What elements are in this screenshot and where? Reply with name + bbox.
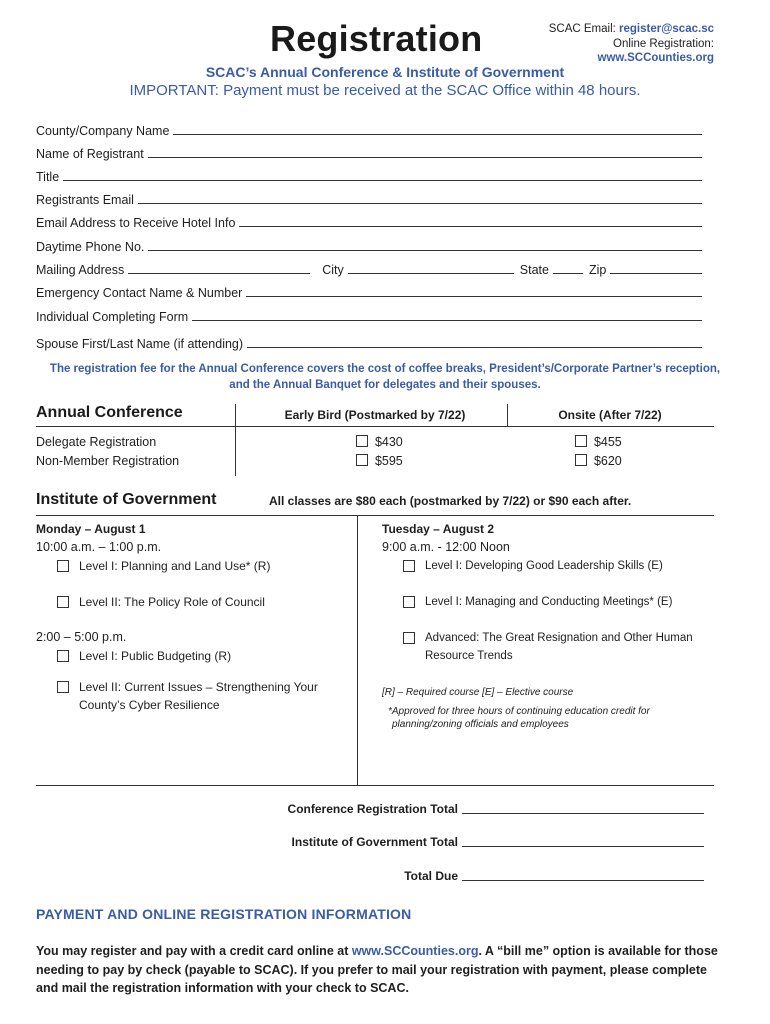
tuesday-time-1: 9:00 a.m. - 12:00 Noon: [382, 540, 510, 554]
course-leadership-skills[interactable]: [403, 557, 663, 575]
checkbox[interactable]: [575, 454, 587, 466]
zip-label: Zip: [588, 263, 607, 277]
course-label: Level II: Current Issues – Strengthening Your: [79, 680, 318, 694]
conference-total-label: Conference Registration Total: [287, 802, 458, 816]
emergency-field[interactable]: [36, 284, 702, 300]
completing-field[interactable]: [36, 308, 702, 324]
email-label: SCAC Email:: [548, 23, 620, 35]
monday-time-2: 2:00 – 5:00 p.m.: [36, 630, 127, 644]
course-planning-land-use[interactable]: [57, 557, 270, 575]
contact-info: [549, 22, 714, 66]
city-label: City: [322, 263, 344, 277]
checkbox[interactable]: [575, 435, 587, 447]
nonmember-early-option[interactable]: [356, 454, 403, 468]
delegate-label: Delegate Registration: [36, 435, 157, 449]
page-title: Registration: [270, 18, 483, 59]
institute-total-field[interactable]: [204, 835, 704, 849]
checkbox[interactable]: [57, 681, 69, 693]
course-legend: [R] – Required course [E] – Elective course: [382, 687, 574, 698]
annual-conference-heading: Annual Conference: [36, 404, 183, 421]
institute-rule-top: [36, 515, 714, 516]
course-public-budgeting[interactable]: [57, 647, 231, 665]
phone-label: Daytime Phone No.: [36, 240, 145, 254]
course-managing-meetings[interactable]: [403, 593, 672, 611]
state-label: State: [519, 263, 549, 277]
nonmember-early-price: $595: [374, 454, 403, 468]
tuesday-heading: Tuesday – August 2: [382, 522, 495, 536]
hotel-email-field[interactable]: [36, 214, 702, 230]
institute-heading: Institute of Government: [36, 491, 217, 508]
email-field[interactable]: [36, 191, 702, 207]
delegate-onsite-option[interactable]: [575, 435, 622, 449]
email-link[interactable]: register@scac.sc: [619, 23, 714, 35]
mailing-input[interactable]: [128, 273, 310, 274]
completing-label: Individual Completing Form: [36, 310, 189, 324]
approved-note-2: planning/zoning officials and employees: [392, 719, 569, 730]
onsite-heading: Onsite (After 7/22): [558, 408, 662, 422]
checkbox[interactable]: [57, 560, 69, 572]
name-field[interactable]: [36, 145, 702, 161]
hotel-email-label: Email Address to Receive Hotel Info: [36, 216, 236, 230]
approved-note-1: *Approved for three hours of continuing education credit for: [388, 706, 650, 717]
online-label: Online Registration:: [613, 37, 714, 50]
fee-note: The registration fee for the Annual Conference covers the cost of coffee breaks, President’s/Corporate Partner’s reception, and the Annual Banquet for delegates and their spouses.: [49, 363, 721, 391]
institute-divider: [357, 515, 358, 785]
phone-field[interactable]: [36, 238, 702, 254]
name-label: Name of Registrant: [36, 147, 144, 161]
checkbox[interactable]: [403, 596, 415, 608]
county-field[interactable]: [36, 122, 702, 138]
important-notice: IMPORTANT: Payment must be received at the SCAC Office within 48 hours.: [129, 82, 641, 99]
zip-input[interactable]: [610, 273, 702, 274]
state-input[interactable]: [553, 273, 583, 274]
payment-heading: PAYMENT AND ONLINE REGISTRATION INFORMATION: [36, 906, 412, 922]
checkbox[interactable]: [356, 454, 368, 466]
checkbox[interactable]: [356, 435, 368, 447]
emergency-label: Emergency Contact Name & Number: [36, 286, 243, 300]
delegate-onsite-price: $455: [593, 435, 622, 449]
subtitle: SCAC’s Annual Conference & Institute of Government: [205, 64, 565, 80]
early-bird-heading: Early Bird (Postmarked by 7/22): [284, 408, 466, 422]
nonmember-label: Non-Member Registration: [36, 454, 180, 468]
course-label: Level I: Managing and Conducting Meetings* (E): [425, 596, 673, 608]
nonmember-onsite-price: $620: [593, 454, 622, 468]
annual-divider-1: [235, 404, 236, 476]
checkbox[interactable]: [57, 650, 69, 662]
title-field[interactable]: [36, 168, 702, 184]
course-label: Advanced: The Great Resignation and Other Human: [425, 632, 693, 644]
spouse-field[interactable]: [36, 335, 702, 351]
course-current-issues[interactable]: [57, 678, 318, 714]
monday-heading: Monday – August 1: [36, 522, 146, 536]
address-row: [36, 261, 702, 277]
nonmember-onsite-option[interactable]: [575, 454, 622, 468]
payment-text-1: You may register and pay with a credit card online at: [36, 944, 352, 958]
title-label: Title: [36, 170, 60, 184]
checkbox[interactable]: [403, 560, 415, 572]
total-due-label: Total Due: [404, 869, 458, 883]
spouse-label: Spouse First/Last Name (if attending): [36, 337, 244, 351]
website-link[interactable]: www.SCCounties.org: [597, 52, 714, 64]
delegate-early-price: $430: [374, 435, 403, 449]
course-policy-role[interactable]: [57, 593, 265, 611]
checkbox[interactable]: [57, 596, 69, 608]
institute-rule-bottom: [36, 785, 714, 786]
payment-website-link[interactable]: www.SCCounties.org: [351, 944, 479, 958]
mailing-label: Mailing Address: [36, 263, 125, 277]
annual-divider-2: [507, 404, 508, 426]
monday-time-1: 10:00 a.m. – 1:00 p.m.: [36, 540, 162, 554]
course-label-2: Resource Trends: [425, 650, 513, 662]
annual-rule: [36, 426, 714, 427]
conference-total-field[interactable]: [204, 802, 704, 816]
course-label-2: County’s Cyber Resilience: [79, 698, 220, 712]
course-label: Level I: Planning and Land Use* (R): [79, 559, 271, 573]
institute-total-label: Institute of Government Total: [291, 835, 458, 849]
city-input[interactable]: [348, 273, 514, 274]
course-label: Level I: Developing Good Leadership Skills (E): [425, 560, 663, 572]
delegate-early-option[interactable]: [356, 435, 403, 449]
institute-pricing: All classes are $80 each (postmarked by 7/22) or $90 each after.: [269, 494, 632, 508]
course-label: Level I: Public Budgeting (R): [79, 649, 232, 663]
county-label: County/Company Name: [36, 124, 170, 138]
checkbox[interactable]: [403, 632, 415, 644]
payment-text-2: . A “bill me” option is available for those needing to pay by check (payable to SCAC). If you prefer to mail your registration with payment, please complete and mail the registration information with your check to SCAC.: [36, 944, 718, 995]
total-due-field[interactable]: [204, 869, 704, 883]
course-great-resignation[interactable]: [403, 629, 693, 665]
payment-body: [36, 942, 726, 998]
email-field-label: Registrants Email: [36, 193, 134, 207]
course-label: Level II: The Policy Role of Council: [79, 595, 265, 609]
